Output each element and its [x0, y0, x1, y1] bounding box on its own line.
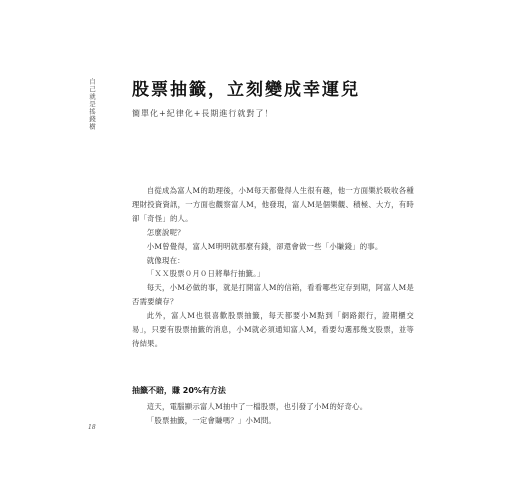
page-number: 18	[88, 424, 96, 431]
section-heading: 抽籤不賠，賺 20%有方法	[132, 386, 226, 395]
paragraph: 每天，小M必做的事，就是打開富人M的信箱，看看哪些定存到期，阿富人M是否需要續存？	[132, 283, 414, 307]
paragraph: 自從成為富人M的助理後，小M每天都覺得人生很有趣，他一方面樂於吸收各種理財投資資訊，一方面也觀察富人M，他發現，富人M是個樂觀、積極、大方，有時卻「奇怪」的人。	[132, 186, 414, 223]
paragraph: 就像現在：	[146, 255, 185, 265]
paragraph: 怎麼說呢？	[146, 227, 185, 237]
paragraph: 「ＸＸ股票０月０日將舉行抽籤。」	[146, 269, 265, 279]
subtitle: 簡單化+紀律化+長期進行就對了！	[132, 109, 274, 118]
side-label: 自己就是搖錢樹	[88, 78, 96, 131]
paragraph: 此外，富人M也很喜歡股票抽籤，每天都要小M點到「網路銀行，證期櫃交易」，只要有股票抽籤的消息，小M就必須通知富人M，看要勾選那幾支股票，並等待結果。	[132, 311, 414, 348]
paragraph: 小M曾覺得，富人M明明就那麼有錢，卻還會做一些「小賺錢」的事。	[146, 241, 383, 251]
body-text	[132, 184, 414, 351]
paragraph: 「股票抽籤，一定會賺嗎？」小M問。	[146, 415, 277, 425]
page-title: 股票抽籤，立刻變成幸運兒	[132, 80, 360, 100]
section-body-text	[132, 400, 414, 428]
paragraph: 這天，電腦顯示富人M抽中了一檔股票，也引發了小M的好奇心。	[146, 402, 368, 411]
